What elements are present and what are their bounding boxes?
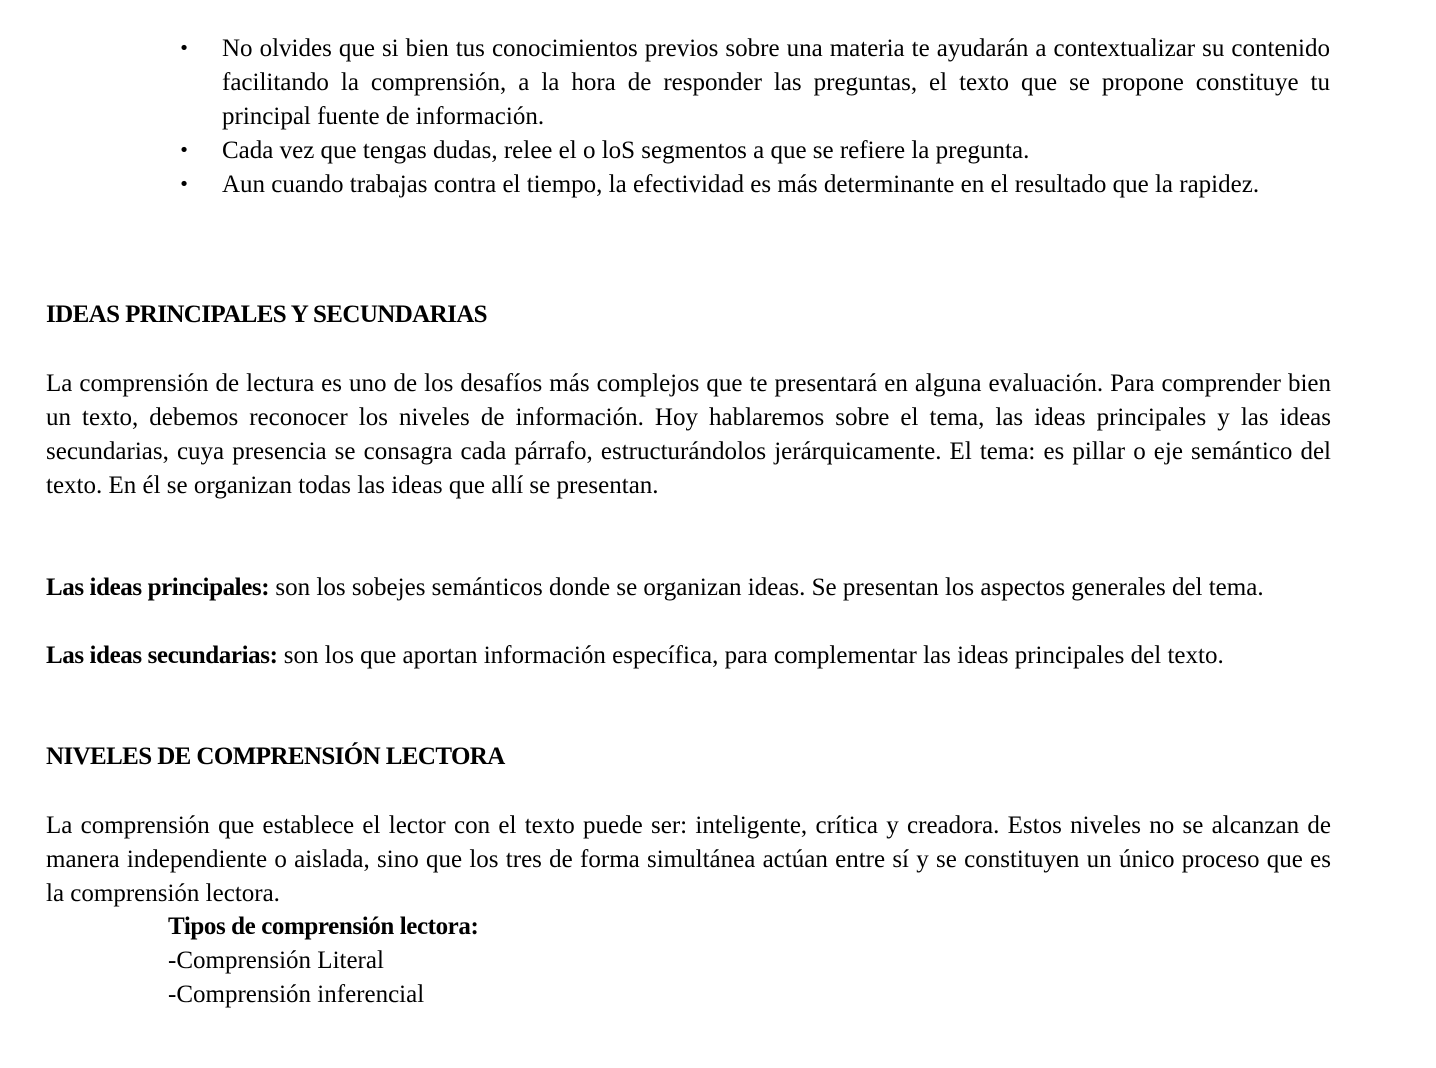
list-item-text: Cada vez que tengas dudas, relee el o loS segmentos a que se refiere la pregunta.	[222, 137, 1030, 164]
term-definition: son los sobejes semánticos donde se organizan ideas. Se presentan los aspectos generales del tema.	[269, 574, 1264, 601]
type-item: -Comprensión Literal	[168, 947, 384, 974]
tips-list	[0, 32, 1408, 202]
term-definition: son los que aportan información específica, para complementar las ideas principales del texto.	[277, 642, 1224, 669]
list-item	[0, 134, 1330, 168]
paragraph-ideas-intro: La comprensión de lectura es uno de los desafíos más complejos que te presentará en alguna evaluación. Para comprender bien un texto, debemos reconocer los niveles de información. Hoy hablaremos sobre el tema, las ideas principales y las ideas secundarias, cuya presencia se consagra cada párrafo, estructurándolos jerárquicamente. El tema: es pillar o eje semántico del texto. En él se organizan todas las ideas que allí se presentan.	[46, 370, 1331, 499]
paragraph-ideas-principales	[46, 571, 1331, 605]
list-item-text: Aun cuando trabajas contra el tiempo, la efectividad es más determinante en el resultado que la rapidez.	[222, 171, 1260, 198]
section-heading-niveles: NIVELES DE COMPRENSIÓN LECTORA	[46, 743, 505, 770]
list-item	[0, 32, 1330, 134]
type-item: -Comprensión inferencial	[168, 981, 425, 1008]
bullet-icon: •	[178, 174, 190, 195]
section-heading-ideas: IDEAS PRINCIPALES Y SECUNDARIAS	[46, 301, 487, 328]
bullet-icon: •	[178, 140, 190, 161]
types-title: Tipos de comprensión lectora:	[168, 913, 479, 940]
comprehension-types	[168, 910, 478, 1012]
term-label: Las ideas secundarias:	[46, 642, 278, 669]
list-item	[0, 168, 1408, 202]
list-item-text: No olvides que si bien tus conocimientos previos sobre una materia te ayudarán a contextualizar su contenido facilitando la comprensión, a la hora de responder las preguntas, el texto que se propone constituye tu principal fuente de información.	[222, 35, 1330, 130]
paragraph-ideas-secundarias	[46, 639, 1331, 673]
bullet-icon: •	[178, 38, 190, 59]
term-label: Las ideas principales:	[46, 574, 270, 601]
paragraph-niveles-intro: La comprensión que establece el lector con el texto puede ser: inteligente, crítica y creadora. Estos niveles no se alcanzan de manera independiente o aislada, sino que los tres de forma simultánea actúan entre sí y se constituyen un único proceso que es la comprensión lectora.	[46, 812, 1331, 907]
